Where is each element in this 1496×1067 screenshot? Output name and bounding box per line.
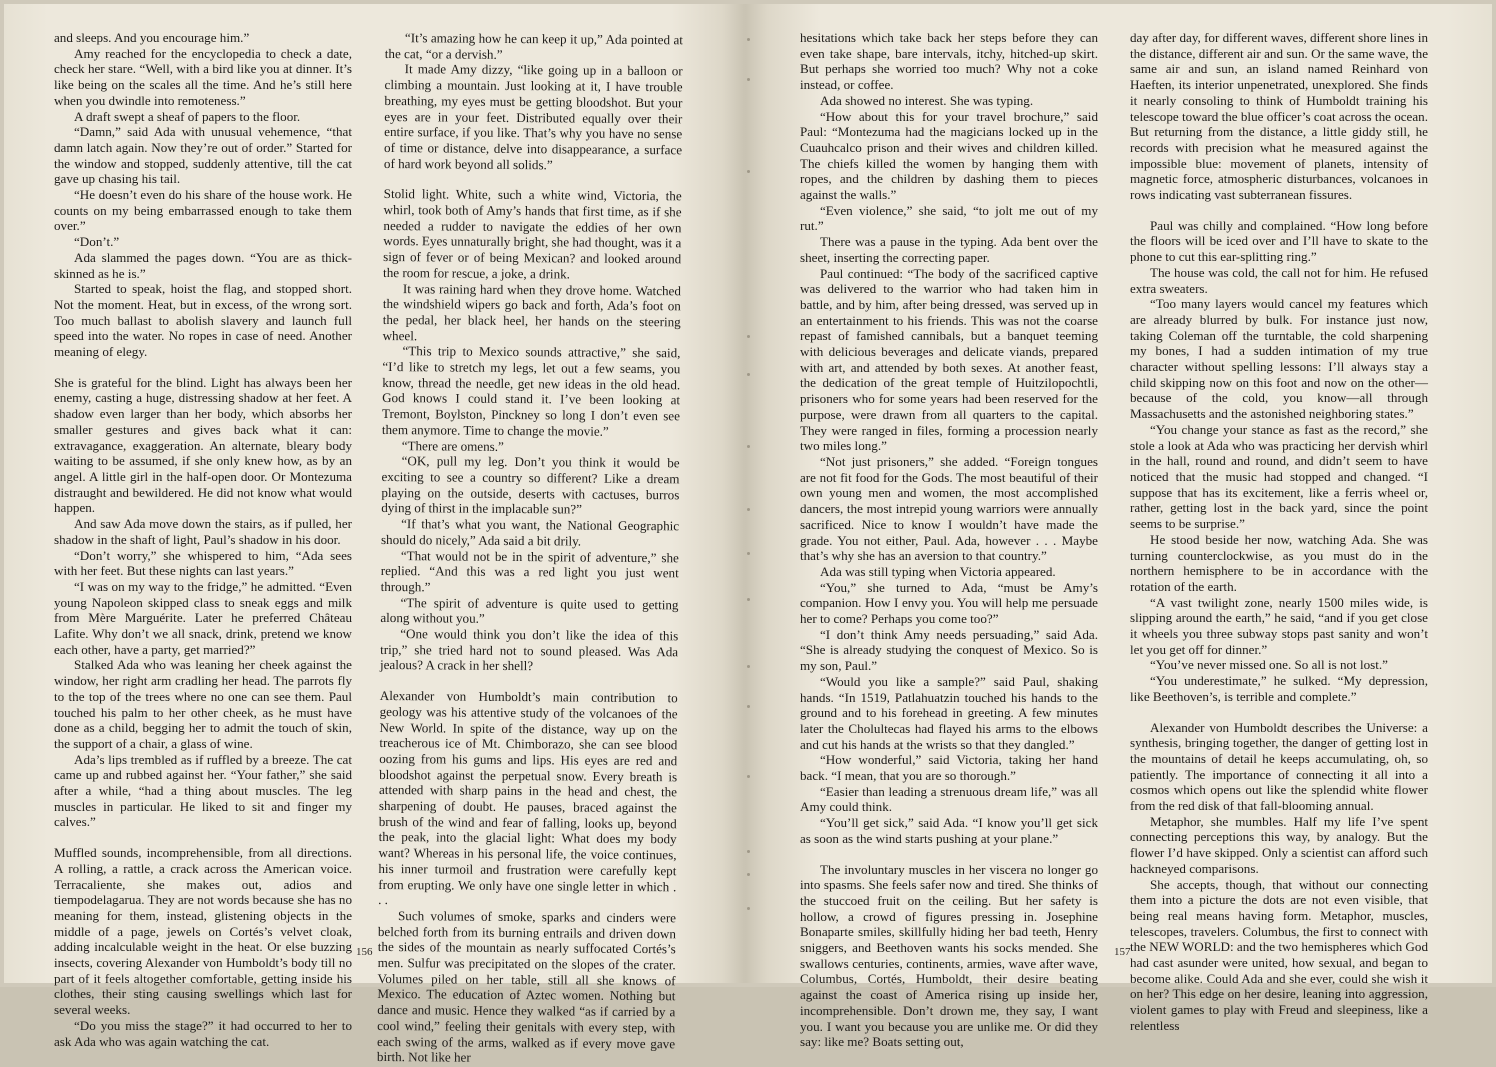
paragraph: Stalked Ada who was leaning her cheek against the window, her right arm cradling her head. The parrots fly to the top of the trees where no one can see them. Paul touched his palm to her other cheek, as he must have done as a child, begging her to admit the touch of skin, the support of a chair, a glass of wine. (54, 657, 352, 751)
paragraph: Alexander von Humboldt describes the Universe: a synthesis, bringing together, the danger of getting lost in the mountains of detail he keeps accumulating, oh, so patiently. The importance of connecting it all into a cosmos which opens out like the splendid white flower from the red disk of that fall-blooming annual. (1130, 719, 1428, 814)
paragraph: day after day, for different waves, different shore lines in the distance, different air and sun. Or the same wave, the same air and sun, an island named Reinhard von Haeften, its interior unpenetrated, unexplored. She finds it nearly consoling to think of Humboldt training his telescope toward the blue officer’s coat across the ocean. But returning from the distance, a little giddy still, he records with precision what he measured against the impossible blue: movement of planets, intensity of magnetic force, atmospheric disturbances, volcanoes in rows indicating vast subterranean fissures. (1130, 30, 1428, 203)
paragraph: Ada showed no interest. She was typing. (820, 92, 1034, 108)
paragraph: “There are omens.” (401, 437, 504, 454)
paragraph: And saw Ada move down the stairs, as if pulled, her shadow in the shaft of light, Paul’s shadow in his door. (54, 516, 352, 547)
paragraph: It made Amy dizzy, “like going up in a balloon or climbing a mountain. Just looking at it, I have trouble breathing, my eyes must be getting bloodshot. But your eyes are in your feet. Distributed equally over their entire surface, if you like. That’s why you have no sense of time or distance, delve into disappearance, a surface of hard work beyond all solids.” (383, 61, 683, 172)
paragraph: “That would not be in the spirit of adventure,” she replied. “And this was a red light you just went through.” (380, 547, 679, 595)
paragraph: “Would you like a sample?” said Paul, shaking hands. “In 1519, Patlahuatzin touched his hands to the ground and to his forehead in greeting. A few minutes later the Cholultecas had flayed his arms to the elbows and cut his hands at the wrists so that they dangled.” (800, 673, 1098, 752)
paragraph: “I was on my way to the fridge,” he admitted. “Even young Napoleon skipped class to sneak eggs and milk from Mère Marguérite. Later he preferred Château Lafite. Why don’t we all snack, drink, pretend we know each other, have a party, get married?” (54, 578, 352, 657)
paragraph: “It’s amazing how he can keep it up,” Ada pointed at the cat, “or a dervish.” (384, 30, 683, 62)
paragraph: “Don’t.” (74, 234, 120, 250)
paragraph: Ada was still typing when Victoria appeared. (820, 563, 1056, 579)
paragraph: “Easier than leading a strenuous dream life,” was all Amy could think. (800, 783, 1098, 815)
paragraph: “Too many layers would cancel my features which are already blurred by bulk. For instance just now, taking Coleman off the turntable, the cold sharpening my bones, I had a sudden intimation of my true character without spelling lessons: I’ll always stay a child skipping now on this foot and now on the other—because of the cold, you know—all through Massachusetts and the astonished neighboring states.” (1130, 296, 1428, 422)
paragraph: “If that’s what you want, the National Geographic should do nicely,” Ada said a bit drily. (380, 516, 680, 549)
paragraph: “Even violence,” she said, “to jolt me out of my rut.” (800, 202, 1098, 234)
paragraph: The involuntary muscles in her viscera no longer go into spasms. She feels safer now and tired. She thinks of the stuccoed fruit on the ceiling. But her safety is hollow, a crowd of figures pressing in. Josephine Bonaparte smiles, skillfully hiding her bad teeth, Henry sniggers, and Beethoven wants his socks mended. She swallows centuries, continents, armies, wave after wave, Columbus, Cortés, Humboldt, their desire beating against the coast of America rising up inside her, incomprehensible. Don’t drown me, they say, I want you. I want you because you are unlike me. Or did they say: like me? Boats setting out, (800, 861, 1098, 1050)
paragraph: Ada’s lips trembled as if ruffled by a breeze. The cat came up and rubbed against her. “Your father,” she said after a while, “had a thing about muscles. The leg muscles in particular. He liked to sit and finger my calves.” (54, 751, 352, 830)
paragraph: “Do you miss the stage?” it had occurred to her to ask Ada who was again watching the cat. (54, 1017, 352, 1049)
paragraph: hesitations which take back her steps before they can even take shape, bare intervals, itchy, hitched-up skirt. But perhaps she worried too much? Why not a coke instead, or coffee. (800, 30, 1098, 93)
paragraph: Ada slammed the pages down. “You are as thick-skinned as he is.” (54, 249, 352, 281)
paragraph: There was a pause in the typing. Ada bent over the sheet, inserting the correcting paper. (800, 234, 1098, 265)
paragraph: and sleeps. And you encourage him.” (54, 30, 250, 45)
paragraph: Muffled sounds, incomprehensible, from all directions. A rolling, a rattle, a crack across the American voice. Terracaliente, she makes out, adios and tiempodelagarua. They are not words because she has no meaning for them, instead, glistening objects in the middle of a page, jewels on Cortés’s velvet cloak, adding incalculable weight in the heat. Or else buzzing insects, covering Alexander von Humboldt’s body till no part of it feels altogether comfortable, getting inside his clothes, their sting causing swellings which last for several weeks. (54, 845, 352, 1018)
paragraph: “Not just prisoners,” she added. “Foreign tongues are not fit food for the Gods. The most beautiful of their own young men and women, the most accomplished dancers, the most intrepid young warriors were annually sacrificed. Nice to know I wouldn’t have made the grade. You not either, Paul. Ada, however . . . Maybe that’s why she has an aversion to that country.” (800, 453, 1098, 564)
gutter-binding (746, 0, 750, 987)
paragraph: “I don’t think Amy needs persuading,” said Ada. “She is already studying the conquest of Mexico. So is my son, Paul.” (800, 626, 1098, 674)
paragraph: “How about this for your travel brochure,” said Paul: “Montezuma had the magicians locked up in the Cuauhcalco prison and their wives and children killed. The chiefs killed the women by hanging them with ropes, and the children by dashing them to pieces against the walls.” (800, 108, 1098, 203)
paragraph: Amy reached for the encyclopedia to check a date, check her stare. “Well, with a bird like you at dinner. It’s like being on the scales all the time. And he’s still here when you dwindle into remoteness.” (54, 45, 352, 108)
paragraph: “You’ve never missed one. So all is not lost.” (1150, 657, 1388, 673)
paragraph: “You underestimate,” he sulked. “My depression, like Beethoven’s, is terrible and complete.” (1130, 673, 1428, 704)
paragraph: “The spirit of adventure is quite used to getting along without you.” (380, 594, 679, 627)
paragraph: “A vast twilight zone, nearly 1500 miles wide, is slipping around the earth,” he said, “and if you get close it wheels you three subway stops past sanity and won’t let you get off for dinner.” (1130, 594, 1428, 657)
paragraph: “OK, pull my leg. Don’t you think it would be exciting to see a country so different? Like a dream playing on the outside, deserts with cactuses, burros dying of thirst in the implacable sun?” (381, 453, 680, 517)
paragraph: Alexander von Humboldt’s main contribution to geology was his attentive study of the volcanoes of the New World. In spite of the distance, way up on the treacherous ice of Mt. Chimborazo, she can see blood oozing from his gums and lips. His eyes are red and bloodshot against the perpetual snow. Every breath is attended with sharp pains in the head and chest, the sharpening of doubt. He pauses, braced against the brush of the wind and fear of falling, looks up, beyond the peak, into the glacial light: What does my body want? Whereas in his personal life, the voice continues, his inner turmoil and frustration were carefully kept from erupting. We only have one single letter in which . . . (378, 688, 678, 908)
paragraph: Paul continued: “The body of the sacrificed captive was delivered to the warrior who had taken him in battle, and by him, after being dressed, was served up in an entertainment to his friends. This was not the coarse repast of famished cannibals, but a banquet teeming with delicious beverages and delicate viands, prepared with art, and attended by both sexes. At another feast, the dedication of the great temple of Huitzilopochtli, prisoners who for some years had been reserved for the purpose, were drawn from all quarters to the capital. They were ranged in files, forming a procession nearly two miles long.” (800, 265, 1098, 454)
paragraph: She accepts, though, that without our connecting them into a picture the dots are not even visible, that being real means having form. Metaphor, muscles, telescopes, travelers. Columbus, the first to connect with the NEW WORLD: and the two hemispheres which God had cast asunder were united, how sexual, and began to become alike. Could Ada and she ever, could she wish it on her? This edge on her desire, leaning into aggression, violent games to play with Freud and sleepiness, like a relentless (1130, 876, 1428, 1033)
page-number-left: 156 (356, 946, 373, 958)
page-number-right: 157 (1114, 946, 1131, 958)
right-page-column-1 (800, 30, 1098, 1050)
paragraph: Stolid light. White, such a white wind, Victoria, the whirl, took both of Amy’s hands that first time, as if she needed a rudder to navigate the eddies of her own words. Eyes unnaturally bright, she had thought, was it a sign of fever or of being Mexican? and looked around the room for rescue, a joke, a drink. (383, 186, 682, 282)
paragraph: The house was cold, the call not for him. He refused extra sweaters. (1130, 264, 1428, 296)
paragraph: “Damn,” said Ada with unusual vehemence, “that damn latch again. Now they’re out of order.” Started for the window and stopped, suddenly attentive, till the cat gave up chasing his tail. (54, 124, 352, 187)
paragraph: She is grateful for the blind. Light has always been her enemy, casting a huge, distressing shadow at her feet. A shadow even larger than her body, which absorbs her smaller gestures and gives back what it can: extravagance, exaggeration. An alternate, bleary body waiting to be assumed, if she only knew how, as by an angel. A little girl in the half-open door. Or Montezuma distraught and bewildered. He did not know what would happen. (54, 374, 352, 516)
paragraph: Such volumes of smoke, sparks and cinders were belched forth from its burning entrails and driven down the sides of the mountain as nearly suffocated Cortés’s men. Sulfur was precipitated on the slopes of the crater. Volumes piled on her table, still all she knows of Mexico. The education of Aztec women. Nothing but dance and music. Hence they walked “as if carried by a cool wind,” feeling their genitals with every step, with each swing of the arms, walked as if every move gave birth. Not like her (376, 908, 677, 1066)
paragraph: A draft swept a sheaf of papers to the floor. (74, 108, 301, 124)
paragraph: “This trip to Mexico sounds attractive,” she said, “I’d like to stretch my legs, let out a few seams, you know, thread the needle, get new ideas in the old head. God knows I could stand it. I’ve been looking at Tremont, Boylston, Pinckney so long I don’t even see them anymore. Time to change the movie.” (381, 343, 681, 439)
paragraph: Paul was chilly and complained. “How long before the floors will be iced over and I’ll have to skate to the phone to cut this ear-splitting ring.” (1130, 217, 1428, 265)
paragraph: Metaphor, she mumbles. Half my life I’ve spent connecting perceptions this way, by analogy. But the flower I’d have skipped. Only a scientist can afford such hackneyed comparisons. (1130, 813, 1428, 876)
paragraph: “Don’t worry,” she whispered to him, “Ada sees with her feet. But these nights can last years.” (54, 547, 352, 579)
paragraph: “You’ll get sick,” said Ada. “I know you’ll get sick as soon as the wind starts pushing at your plane.” (800, 815, 1098, 846)
paragraph: “He doesn’t even do his share of the house work. He counts on my being embarrassed enough to take them over.” (54, 187, 352, 234)
left-page-column-2 (377, 30, 683, 1067)
paragraph: He stood beside her now, watching Ada. She was turning counterclockwise, as you must do in the northern hemisphere to be in accordance with the rotation of the earth. (1130, 531, 1428, 594)
paragraph: It was raining hard when they drove home. Watched the windshield wipers go back and forth, Ada’s foot on the pedal, her black heel, her hands on the steering wheel. (382, 280, 682, 343)
paragraph: “One would think you don’t like the idea of this trip,” she tried hard not to sound pleased. Was Ada jealous? A crack in her shell? (379, 626, 679, 674)
left-page-column-1 (54, 30, 352, 1049)
paragraph: “You change your stance as fast as the record,” she stole a look at Ada who was practicing her dervish whirl in the hall, round and round, and didn’t seem to have noticed that the music had stopped and changed. “I suppose that has its excitement, like a ferris wheel or, rather, getting lost in the back yard, since the point seems to be surprise.” (1130, 421, 1428, 532)
paragraph: “How wonderful,” said Victoria, taking her hand back. “I mean, that you are so thorough.” (800, 752, 1098, 784)
right-page-column-2 (1130, 30, 1428, 1034)
paragraph: “You,” she turned to Ada, “must be Amy’s companion. How I envy you. You will help me persuade her to come? Perhaps you come too?” (800, 579, 1098, 627)
paragraph: Started to speak, hoist the flag, and stopped short. Not the moment. Heat, but in excess, of the wrong sort. Too much ballast to abolish slavery and launch full speed into the water. No ropes in case of need. Another meaning of elegy. (54, 281, 352, 360)
